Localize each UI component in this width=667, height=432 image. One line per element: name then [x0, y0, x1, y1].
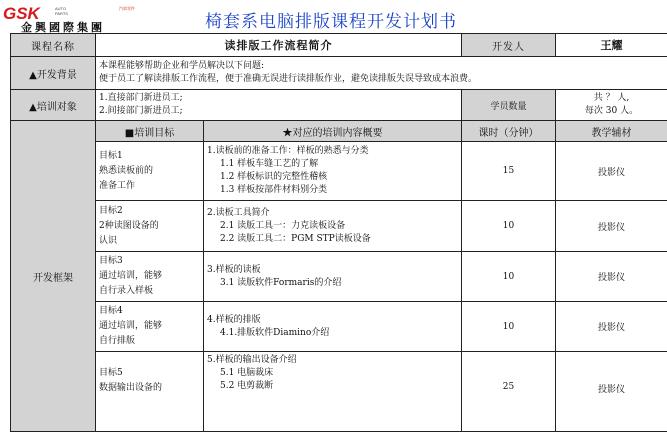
background-line: 便于员工了解读排版工作流程，便于准确无误进行读排版作业，避免读排版失误导致成本浪费。 — [99, 73, 664, 86]
course-name-label: 课程名称 — [11, 34, 96, 57]
content-cell — [204, 302, 462, 352]
goal-line: 目标2 — [99, 204, 200, 219]
material-cell: 投影仪 — [556, 352, 667, 432]
audience-row — [11, 90, 667, 121]
content-line: 3.样板的读板 — [207, 264, 458, 277]
goal-line: 数据输出设备的 — [99, 381, 200, 396]
time-cell: 15 — [462, 142, 556, 201]
goal-line: 自行排版 — [99, 334, 200, 349]
goal-line: 自行录入样板 — [99, 284, 200, 299]
content-cell — [204, 352, 462, 432]
content-line: 3.1 读版软件Formaris的介绍 — [207, 277, 458, 290]
goal-line: 目标1 — [99, 149, 200, 164]
goal-line: 通过培训，能够 — [99, 319, 200, 334]
developer-value: 王耀 — [556, 34, 667, 57]
background-row — [11, 57, 667, 90]
student-count-line: 共 ？ 人, — [559, 92, 664, 105]
col-material-header: 教学辅材 — [556, 121, 667, 142]
material-cell: 投影仪 — [556, 142, 667, 201]
framework-row-5 — [11, 352, 667, 432]
background-text — [96, 57, 667, 90]
col-content-header: ★对应的培训内容概要 — [204, 121, 462, 142]
background-line: 本课程能够帮助企业和学员解决以下问题: — [99, 60, 664, 73]
logo-company-name: 金興國際集團 — [21, 19, 105, 35]
goal-line: 认识 — [99, 234, 200, 249]
content-line: 1.3 样板按部件材料别分类 — [207, 184, 458, 197]
content-line: 2.1 读版工具一：力克读板设备 — [207, 220, 458, 233]
content-line: 1.读板前的准备工作：样板的熟悉与分类 — [207, 145, 458, 158]
audience-line: 2.间接部门新进员工; — [99, 105, 458, 118]
document-title: 椅套系电脑排版课程开发计划书 — [205, 7, 457, 32]
content-line: 5.1 电脑裁床 — [207, 367, 458, 380]
logo-right-text: 汽車零件 — [119, 6, 135, 11]
goal-cell — [96, 201, 204, 252]
content-cell — [204, 142, 462, 201]
goal-line: 准备工作 — [99, 179, 200, 194]
content-line: 2.2 读版工具二：PGM STP读板设备 — [207, 233, 458, 246]
developer-label: 开发人 — [462, 34, 556, 57]
content-line: 5.样板的输出设备介绍 — [207, 354, 458, 367]
student-count-label: 学员数量 — [462, 90, 556, 121]
framework-row-3 — [11, 252, 667, 302]
content-cell — [204, 252, 462, 302]
course-name-value: 读排版工作流程简介 — [96, 34, 462, 57]
goal-line: 通过培训，能够 — [99, 269, 200, 284]
material-cell: 投影仪 — [556, 252, 667, 302]
goal-cell — [96, 252, 204, 302]
audience-label: ▲培训对象 — [11, 90, 96, 121]
audience-line: 1.直接部门新进员工; — [99, 92, 458, 105]
course-plan-table — [10, 33, 667, 432]
material-cell: 投影仪 — [556, 201, 667, 252]
content-line: 1.1 样板车缝工艺的了解 — [207, 158, 458, 171]
time-cell: 10 — [462, 201, 556, 252]
goal-line: 目标4 — [99, 304, 200, 319]
time-cell: 10 — [462, 302, 556, 352]
col-goal-header: ■培训目标 — [96, 121, 204, 142]
time-cell: 25 — [462, 352, 556, 432]
content-line: 5.2 电剪裁断 — [207, 380, 458, 393]
content-line: 2.读板工具简介 — [207, 207, 458, 220]
logo-mark: GSK — [3, 4, 40, 24]
content-line: 4.样板的排版 — [207, 314, 458, 327]
content-line: 1.2 样板标识的完整性稽核 — [207, 171, 458, 184]
company-logo — [3, 4, 168, 31]
col-time-header: 课时（分钟） — [462, 121, 556, 142]
content-line: 4.1.排版软件Diamino介绍 — [207, 327, 458, 340]
goal-line: 熟悉读板前的 — [99, 164, 200, 179]
student-count-value — [556, 90, 667, 121]
audience-text — [96, 90, 462, 121]
goal-cell — [96, 142, 204, 201]
goal-line: 目标5 — [99, 366, 200, 381]
time-cell: 10 — [462, 252, 556, 302]
goal-cell — [96, 352, 204, 432]
course-name-row — [11, 34, 667, 57]
framework-row-2 — [11, 201, 667, 252]
goal-line: 2种读图设备的 — [99, 219, 200, 234]
material-cell: 投影仪 — [556, 302, 667, 352]
framework-label: 开发框架 — [11, 121, 96, 432]
student-count-line: 每次 30 人。 — [559, 105, 664, 118]
framework-row-1 — [11, 142, 667, 201]
document-header — [0, 0, 667, 33]
goal-cell — [96, 302, 204, 352]
content-cell — [204, 201, 462, 252]
background-label: ▲开发背景 — [11, 57, 96, 90]
framework-row-4 — [11, 302, 667, 352]
framework-header-row — [11, 121, 667, 142]
logo-subtext: AUTO PARTS — [55, 6, 71, 16]
goal-line: 目标3 — [99, 254, 200, 269]
